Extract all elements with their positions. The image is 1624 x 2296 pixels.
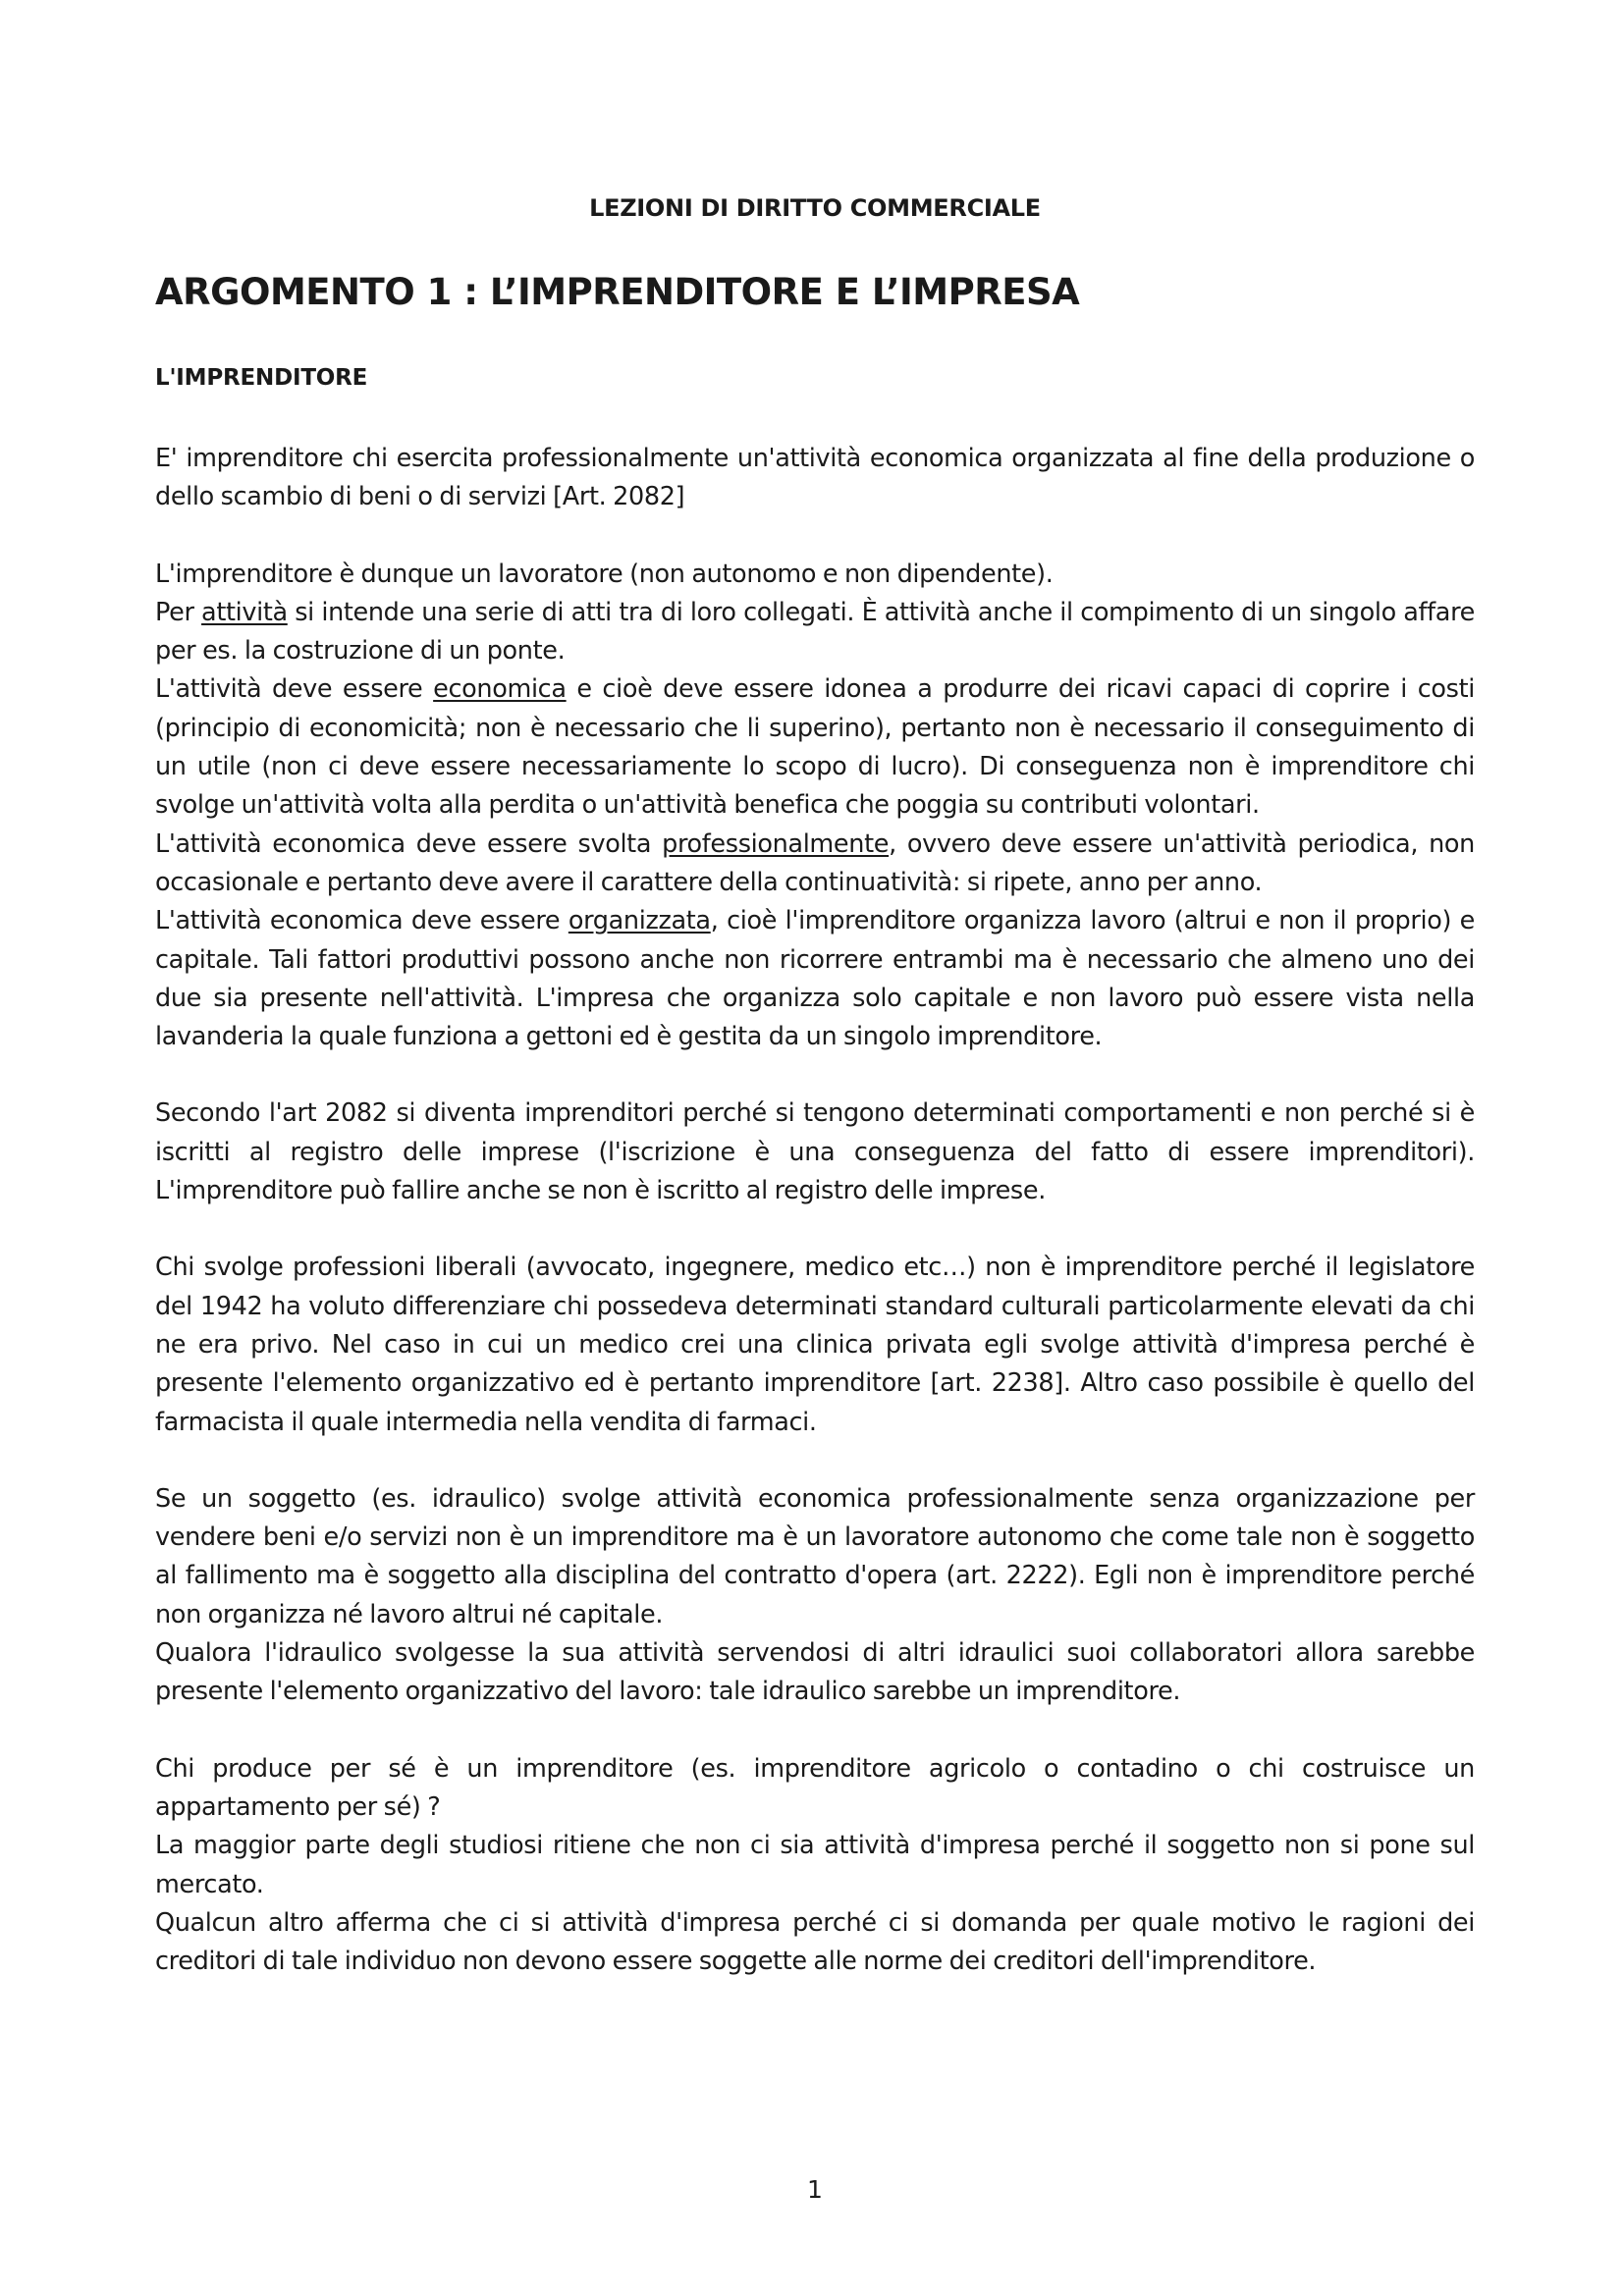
paragraph-gap: [155, 1056, 1475, 1095]
paragraph-gap: [155, 517, 1475, 556]
page-number: 1: [807, 2175, 823, 2204]
paragraph-attivita: [155, 594, 1475, 671]
text-fragment: Per: [155, 597, 202, 627]
paragraph-worker: L'imprenditore è dunque un lavoratore (non autonomo e non dipendente).: [155, 559, 1054, 589]
text-fragment: si intende una serie di atti tra di loro collegati. È attività anche il compimento di un singolo affare per es. la costruzione di un ponte.: [155, 597, 1475, 667]
paragraph-creditori: Qualcun altro afferma che ci si attività d'impresa perché ci si domanda per quale motivo le ragioni dei creditori di tale individuo non devono essere soggette alle norme dei creditori dell'imprenditore.: [155, 1907, 1475, 1977]
paragraph-idraulico: Se un soggetto (es. idraulico) svolge attività economica professionalmente senza organizzazione per vendere beni e/o servizi non è un imprenditore ma è un lavoratore autonomo che come tale non è soggetto al fallimento ma è soggetto alla disciplina del contratto d'opera (art. 2222). Egli non è imprenditore perché non organizza né lavoro altrui né capitale.: [155, 1483, 1475, 1629]
text-fragment: , cioè l'imprenditore organizza lavoro (altrui e non il proprio) e capitale. Tali fattori produttivi possono anche non ricorrere entrambi ma è necessario che almeno uno dei due sia presente nell'attività. L'impresa che organizza solo capitale e non lavoro può essere vista nella lavanderia la quale funziona a gettoni ed è gestita da un singolo imprenditore.: [155, 906, 1475, 1052]
paragraph-professioni-liberali: Chi svolge professioni liberali (avvocato, ingegnere, medico etc…) non è imprenditore perché il legislatore del 1942 ha voluto differenziare chi possedeva determinati standard culturali particolarmente elevati da chi ne era privo. Nel caso in cui un medico crei una clinica privata egli svolge attività d'impresa perché è presente l'elemento organizzativo ed è pertanto imprenditore [art. 2238]. Altro caso possibile è quello del farmacista il quale intermedia nella vendita di farmaci.: [155, 1253, 1475, 1437]
paragraph-organizzata: [155, 902, 1475, 1056]
document-title: LEZIONI DI DIRITTO COMMERCIALE: [589, 194, 1041, 222]
paragraph-gap: [155, 1442, 1475, 1480]
text-fragment: L'attività deve essere: [155, 674, 434, 705]
paragraph-produce-per-se: Chi produce per sé è un imprenditore (es. imprenditore agricolo o contadino o chi costruisce un appartamento per sé) ?: [155, 1753, 1475, 1822]
paragraph-economica: [155, 670, 1475, 825]
underlined-term-organizzata: organizzata: [568, 906, 711, 936]
paragraph-professionalmente: [155, 826, 1475, 903]
underlined-term-economica: economica: [433, 674, 567, 705]
paragraph-studiosi: La maggior parte degli studiosi ritiene che non ci sia attività d'impresa perché il soggetto non si pone sul mercato.: [155, 1831, 1475, 1899]
paragraph-idraulico-collaboratori: Qualora l'idraulico svolgesse la sua attività servendosi di altri idraulici suoi collaboratori allora sarebbe presente l'elemento organizzativo del lavoro: tale idraulico sarebbe un imprenditore.: [155, 1638, 1475, 1707]
text-fragment: L'attività economica deve essere: [155, 906, 568, 936]
underlined-term-professionalmente: professionalmente: [662, 828, 890, 859]
underlined-term-attivita: attività: [201, 597, 288, 627]
text-fragment: L'attività economica deve essere svolta: [155, 828, 663, 859]
paragraph-registro: Secondo l'art 2082 si diventa imprenditori perché si tengono determinati comportamenti e non perché si è iscritti al registro delle imprese (l'iscrizione è una conseguenza del fatto di essere imprenditori). L'imprenditore può fallire anche se non è iscritto al registro delle imprese.: [155, 1098, 1475, 1206]
text-fragment: , ovvero deve essere un'attività periodica, non occasionale e pertanto deve avere il carattere della continuatività: si ripete, anno per anno.: [155, 828, 1475, 897]
section-title: L'IMPRENDITORE: [155, 365, 368, 391]
paragraph-definition: E' imprenditore chi esercita professionalmente un'attività economica organizzata al fine della produzione o dello scambio di beni o di servizi [Art. 2082]: [155, 444, 1475, 512]
document-body: [155, 440, 1475, 1981]
paragraph-gap: [155, 1210, 1475, 1249]
text-fragment: e cioè deve essere idonea a produrre dei ricavi capaci di coprire i costi (principio di economicità; non è necessario che li superino), pertanto non è necessario il conseguimento di un utile (non ci deve essere necessariamente lo scopo di lucro). Di conseguenza non è imprenditore chi svolge un'attività volta alla perdita o un'attività benefica che poggia su contributi volontari.: [155, 674, 1475, 821]
paragraph-gap: [155, 1712, 1475, 1750]
chapter-title: ARGOMENTO 1 : L’IMPRENDITORE E L’IMPRESA: [155, 271, 1080, 313]
